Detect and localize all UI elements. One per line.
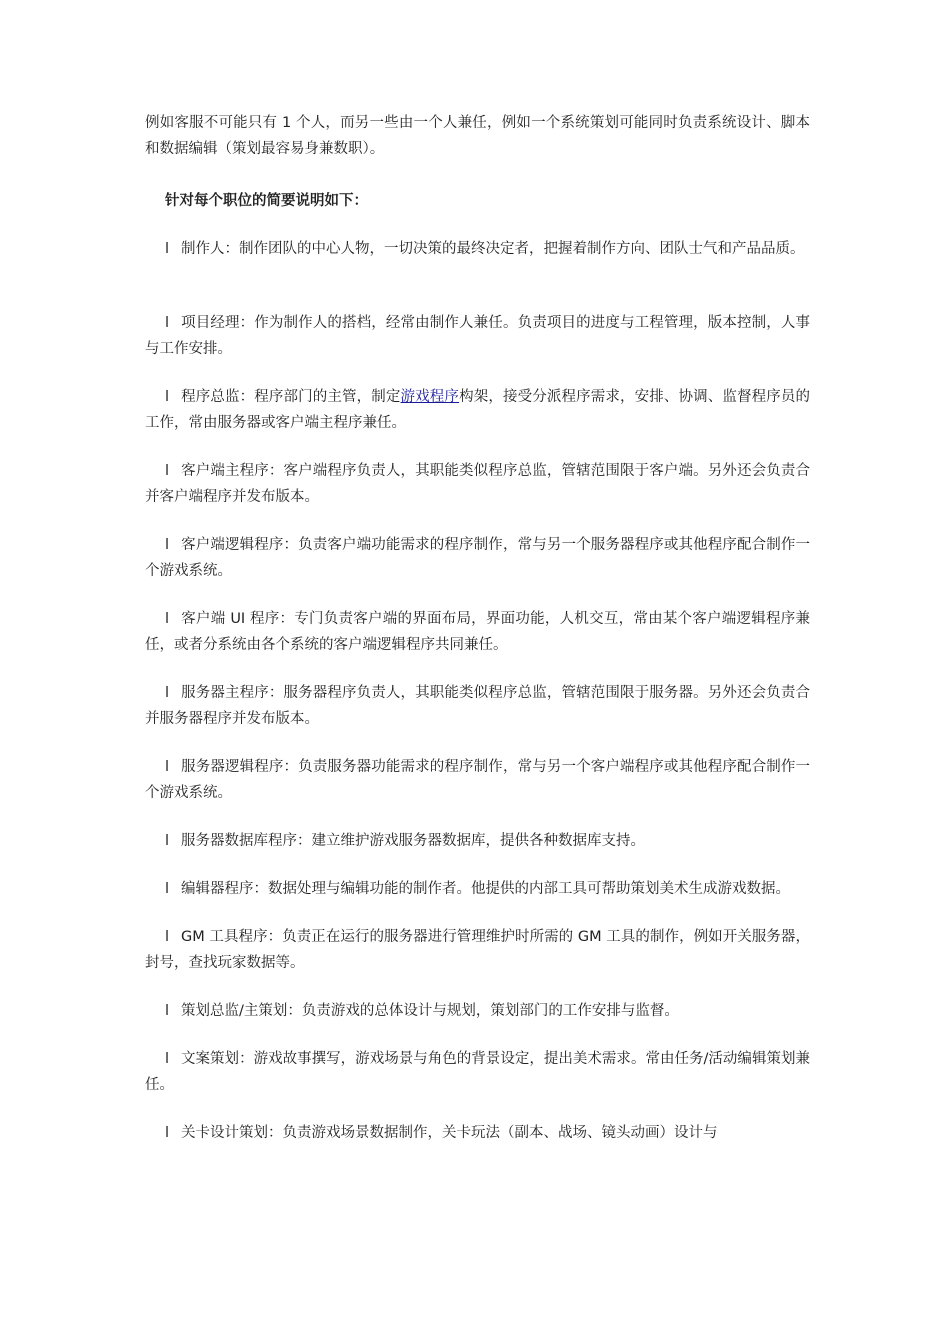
bullet-icon: l: [165, 315, 170, 331]
bullet-icon: l: [165, 685, 170, 701]
list-item-text: 文案策划：游戏故事撰写，游戏场景与角色的背景设定，提出美术需求。常由任务/活动编辑策划兼任。: [145, 1051, 810, 1093]
list-item: [145, 754, 810, 806]
list-item-text: 策划总监/主策划：负责游戏的总体设计与规划，策划部门的工作安排与监督。: [181, 1003, 679, 1019]
intro-paragraph: 例如客服不可能只有 1 个人，而另一些由一个人兼任，例如一个系统策划可能同时负责系统设计、脚本和数据编辑（策划最容易身兼数职）。: [145, 115, 810, 157]
list-item: [145, 1046, 810, 1098]
list-item-text: 服务器数据库程序：建立维护游戏服务器数据库，提供各种数据库支持。: [181, 833, 645, 849]
game-program-link[interactable]: 游戏程序: [400, 389, 460, 405]
list-item: [145, 310, 810, 362]
bullet-icon: l: [165, 241, 170, 257]
list-item-text: GM 工具程序：负责正在运行的服务器进行管理维护时所需的 GM 工具的制作，例如开关服务器，封号，查找玩家数据等。: [145, 929, 810, 971]
list-item: [145, 680, 810, 732]
document-page: [145, 110, 810, 1168]
bullet-icon: l: [165, 929, 170, 945]
list-item-text: 编辑器程序：数据处理与编辑功能的制作者。他提供的内部工具可帮助策划美术生成游戏数据。: [181, 881, 790, 897]
bullet-icon: l: [165, 463, 170, 479]
list-item-text: 客户端逻辑程序：负责客户端功能需求的程序制作，常与另一个服务器程序或其他程序配合制作一个游戏系统。: [145, 537, 810, 579]
list-item: [145, 606, 810, 658]
list-item: [145, 924, 810, 976]
list-item: [145, 458, 810, 510]
list-item-text: 服务器主程序：服务器程序负责人，其职能类似程序总监，管辖范围限于服务器。另外还会负责合并服务器程序并发布版本。: [145, 685, 810, 727]
bullet-icon: l: [165, 1003, 170, 1019]
list-item-text: 项目经理：作为制作人的搭档，经常由制作人兼任。负责项目的进度与工程管理，版本控制，人事与工作安排。: [145, 315, 810, 357]
list-item: [145, 384, 810, 436]
bullet-icon: l: [165, 1051, 170, 1067]
list-item-text: 服务器逻辑程序：负责服务器功能需求的程序制作，常与另一个客户端程序或其他程序配合制作一个游戏系统。: [145, 759, 810, 801]
bullet-icon: l: [165, 389, 170, 405]
list-item-text-after-link: 构架，接受分派程序需求，安排、协调、监督程序员的工作，常由服务器或客户端主程序兼任。: [145, 389, 811, 431]
list-item-text: 关卡设计策划：负责游戏场景数据制作，关卡玩法（副本、战场、镜头动画）设计与: [181, 1125, 718, 1141]
list-item: [145, 1120, 810, 1146]
list-item-text: 客户端 UI 程序：专门负责客户端的界面布局，界面功能，人机交互，常由某个客户端逻辑程序兼任，或者分系统由各个系统的客户端逻辑程序共同兼任。: [145, 611, 810, 653]
list-item-text: 制作人：制作团队的中心人物，一切决策的最终决定者，把握着制作方向、团队士气和产品品质。: [181, 241, 805, 257]
bullet-icon: l: [165, 611, 170, 627]
list-item: [145, 236, 810, 262]
bullet-icon: l: [165, 833, 170, 849]
list-item-text: 客户端主程序：客户端程序负责人，其职能类似程序总监，管辖范围限于客户端。另外还会负责合并客户端程序并发布版本。: [145, 463, 810, 505]
list-item: [145, 828, 810, 854]
bullet-icon: l: [165, 759, 170, 775]
bullet-icon: l: [165, 881, 170, 897]
list-item: [145, 876, 810, 902]
list-item: [145, 532, 810, 584]
bullet-icon: l: [165, 1125, 170, 1141]
list-item: [145, 998, 810, 1024]
section-heading: 针对每个职位的简要说明如下：: [165, 193, 368, 209]
list-item-text-before-link: 程序总监：程序部门的主管，制定: [181, 389, 401, 405]
bullet-icon: l: [165, 537, 170, 553]
